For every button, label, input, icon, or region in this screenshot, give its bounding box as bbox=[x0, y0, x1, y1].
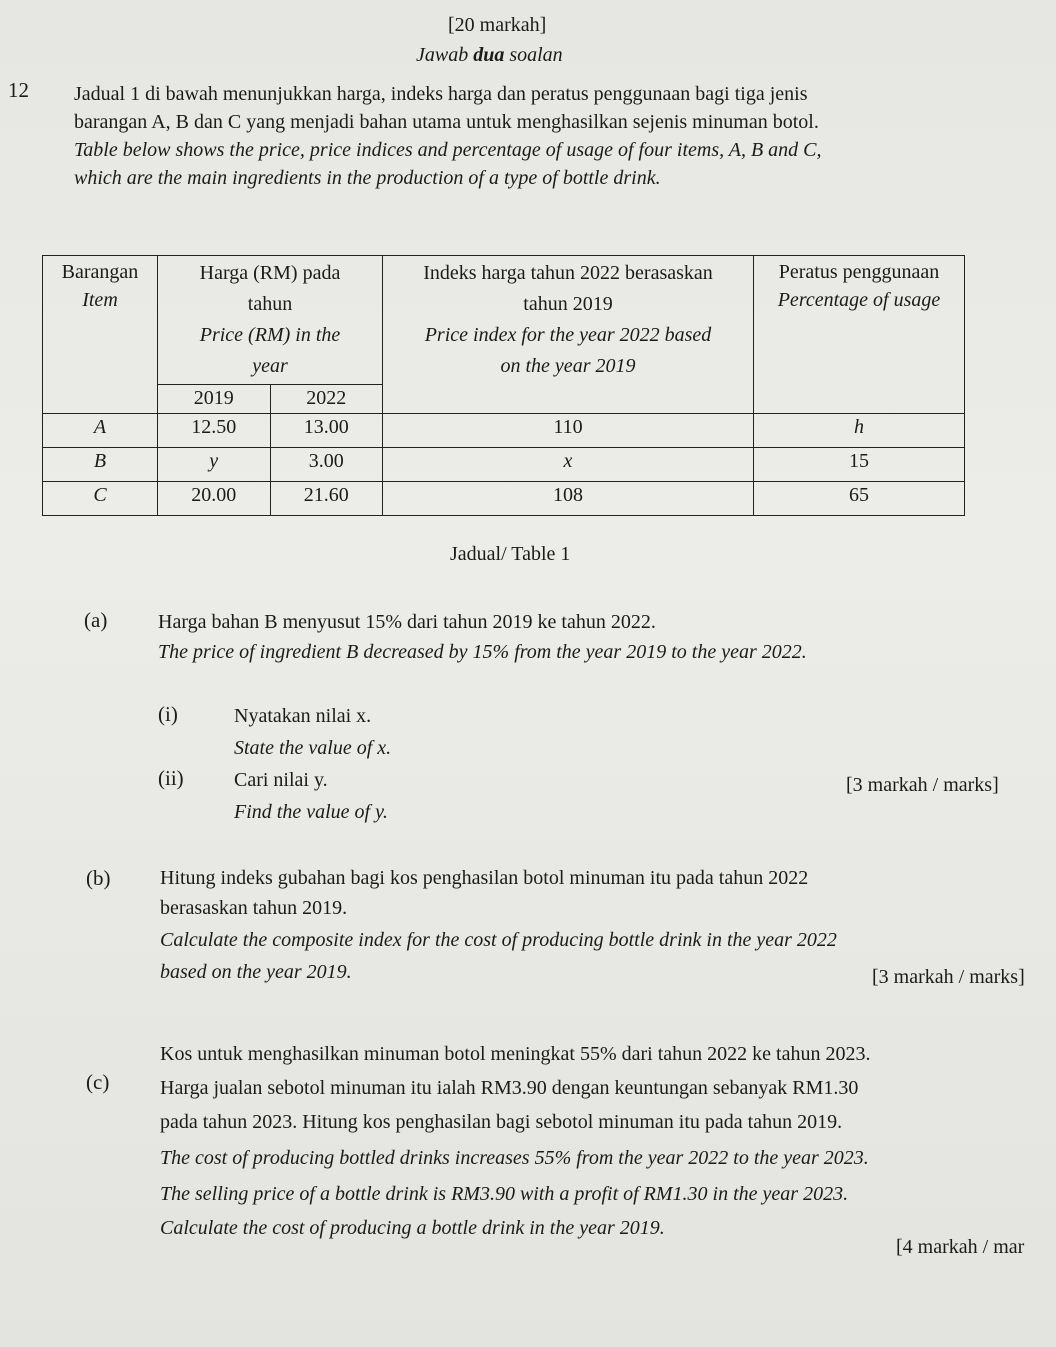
part-a-ii-label: (ii) bbox=[158, 766, 184, 790]
cell-price-2019: 20.00 bbox=[158, 482, 271, 516]
instruction-text: Jawab bbox=[416, 44, 469, 66]
cell-usage: 15 bbox=[754, 448, 965, 482]
part-c-marks: [4 markah / mar bbox=[896, 1236, 1025, 1258]
part-b-malay-2: berasaskan tahun 2019. bbox=[160, 897, 348, 919]
header-year-2019: 2019 bbox=[158, 385, 271, 414]
header-item-malay: Barangan bbox=[61, 261, 139, 283]
header-usage-english: Percentage of usage bbox=[777, 289, 941, 311]
part-c-english-1: The cost of producing bottled drinks increases 55% from the year 2022 to the year 2023. bbox=[160, 1147, 869, 1169]
header-price-index bbox=[383, 256, 754, 414]
part-c-malay-3: pada tahun 2023. Hitung kos penghasilan bagi sebotol minuman itu pada tahun 2019. bbox=[160, 1111, 843, 1133]
part-b-malay-1: Hitung indeks gubahan bagi kos penghasilan botol minuman itu pada tahun 2022 bbox=[160, 867, 809, 889]
intro-english-line-2: which are the main ingredients in the production of a type of bottle drink. bbox=[74, 167, 661, 189]
cell-price-2019: 12.50 bbox=[158, 414, 271, 448]
part-b-marks: [3 markah / marks] bbox=[872, 966, 1025, 988]
instruction-rest: soalan bbox=[509, 44, 563, 66]
header-usage bbox=[754, 256, 965, 414]
header-index-english-2: on the year 2019 bbox=[500, 355, 636, 377]
part-c-english-2: The selling price of a bottle drink is RM3.90 with a profit of RM1.30 in the year 2023. bbox=[160, 1183, 849, 1205]
header-price-english-2: year bbox=[252, 355, 288, 377]
part-b-english-2: based on the year 2019. bbox=[160, 961, 352, 983]
header-index-malay-2: tahun 2019 bbox=[523, 293, 613, 315]
instruction-bold: dua bbox=[473, 44, 505, 66]
cell-index: x bbox=[383, 448, 754, 482]
part-a-english: The price of ingredient B decreased by 15% from the year 2019 to the year 2022. bbox=[158, 641, 807, 663]
part-a-i-label: (i) bbox=[158, 702, 178, 726]
header-price bbox=[158, 256, 383, 385]
header-usage-malay: Peratus penggunaan bbox=[778, 261, 940, 283]
header-index-english-1: Price index for the year 2022 based bbox=[424, 324, 712, 346]
part-a-label: (a) bbox=[84, 608, 108, 632]
header-item-english: Item bbox=[82, 289, 118, 311]
answer-instruction bbox=[416, 44, 563, 67]
question-number: 12 bbox=[8, 78, 29, 102]
part-c-english-3: Calculate the cost of producing a bottle drink in the year 2019. bbox=[160, 1217, 665, 1239]
table-caption: Jadual/ Table 1 bbox=[450, 543, 571, 565]
part-a-ii-english: Find the value of y. bbox=[234, 801, 388, 823]
header-year-2022: 2022 bbox=[270, 385, 383, 414]
cell-usage: h bbox=[754, 414, 965, 448]
table-row bbox=[43, 414, 965, 448]
part-c-label: (c) bbox=[86, 1070, 110, 1094]
cell-index: 108 bbox=[383, 482, 754, 516]
part-a-i-malay: Nyatakan nilai x. bbox=[234, 705, 372, 727]
header-price-english-1: Price (RM) in the bbox=[199, 324, 341, 346]
cell-item: C bbox=[43, 482, 158, 516]
cell-price-2022: 13.00 bbox=[270, 414, 383, 448]
header-price-malay-2: tahun bbox=[247, 293, 293, 315]
part-b-english-1: Calculate the composite index for the cost of producing bottle drink in the year 2022 bbox=[160, 929, 837, 951]
table-row bbox=[43, 448, 965, 482]
intro-english-line-1: Table below shows the price, price indices and percentage of usage of four items, A, B and C, bbox=[74, 139, 822, 161]
header-price-malay-1: Harga (RM) pada bbox=[199, 262, 341, 284]
intro-malay-line-1: Jadual 1 di bawah menunjukkan harga, indeks harga dan peratus penggunaan bagi tiga jenis bbox=[74, 83, 808, 105]
header-index-malay-1: Indeks harga tahun 2022 berasaskan bbox=[423, 262, 713, 284]
data-table bbox=[42, 255, 965, 516]
cell-price-2022: 21.60 bbox=[270, 482, 383, 516]
intro-malay-line-2: barangan A, B dan C yang menjadi bahan utama untuk menghasilkan sejenis minuman botol. bbox=[74, 111, 819, 133]
part-a-malay: Harga bahan B menyusut 15% dari tahun 2019 ke tahun 2022. bbox=[158, 611, 656, 633]
table-row bbox=[43, 482, 965, 516]
total-marks: [20 markah] bbox=[448, 14, 547, 36]
cell-usage: 65 bbox=[754, 482, 965, 516]
cell-item: B bbox=[43, 448, 158, 482]
part-b-label: (b) bbox=[86, 866, 111, 890]
part-c-malay-2: Harga jualan sebotol minuman itu ialah RM3.90 dengan keuntungan sebanyak RM1.30 bbox=[160, 1077, 859, 1099]
part-a-i-english: State the value of x. bbox=[234, 737, 392, 759]
part-c-malay-1: Kos untuk menghasilkan minuman botol meningkat 55% dari tahun 2022 ke tahun 2023. bbox=[160, 1043, 871, 1065]
part-a-marks: [3 markah / marks] bbox=[846, 774, 999, 796]
cell-item: A bbox=[43, 414, 158, 448]
cell-price-2019: y bbox=[158, 448, 271, 482]
cell-price-2022: 3.00 bbox=[270, 448, 383, 482]
header-item bbox=[43, 256, 158, 414]
cell-index: 110 bbox=[383, 414, 754, 448]
part-a-ii-malay: Cari nilai y. bbox=[234, 769, 328, 791]
